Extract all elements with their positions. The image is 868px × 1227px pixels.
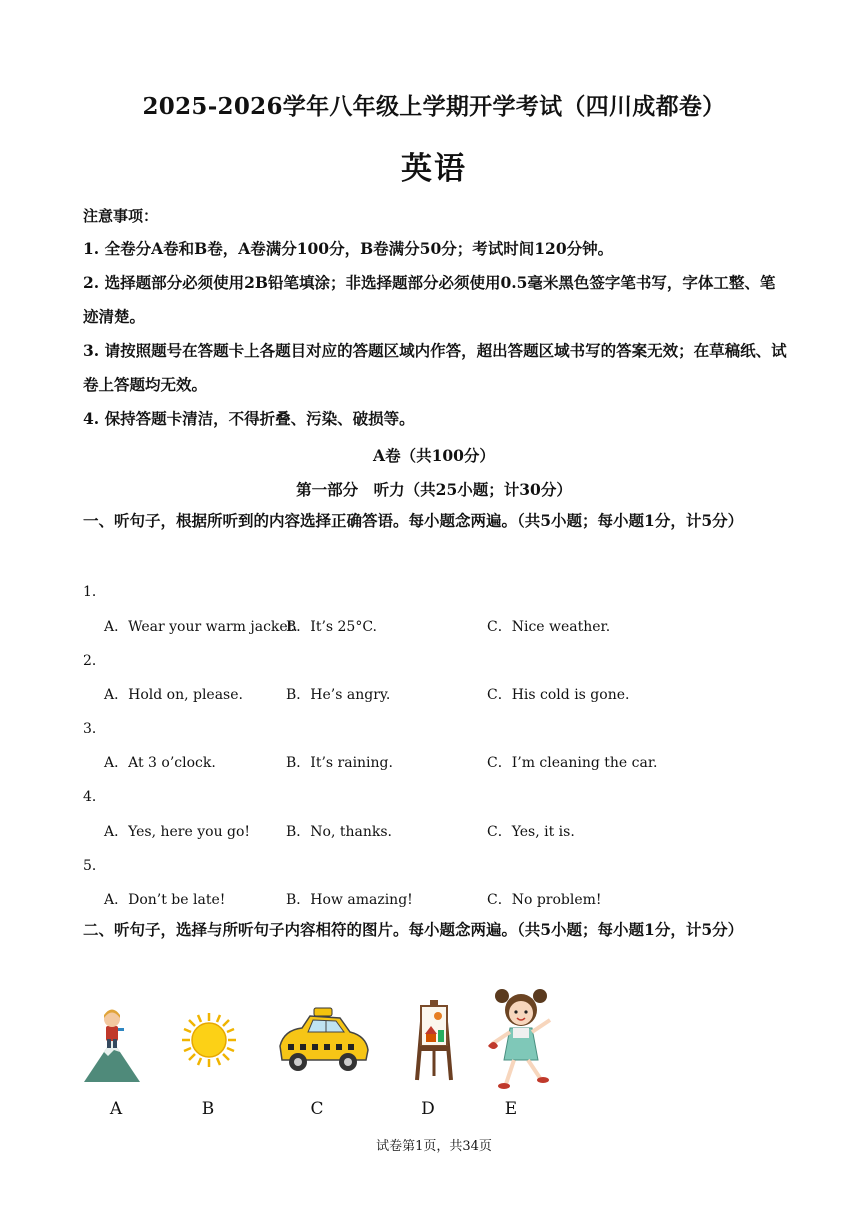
exam-title: 2025-2026学年八年级上学期开学考试（四川成都卷） bbox=[142, 93, 726, 120]
question-number: 3． bbox=[83, 721, 106, 737]
option-c: C．His cold is gone. bbox=[487, 687, 630, 703]
option-b: B．No, thanks. bbox=[286, 824, 392, 840]
dancing-girl-icon bbox=[480, 986, 564, 1092]
option-a: A．Yes, here you go! bbox=[104, 824, 251, 840]
option-b: B．It’s 25°C. bbox=[286, 619, 378, 635]
section-two-heading: 二、听句子，选择与所听句子内容相符的图片。每小题念两遍。（共5小题；每小题1分，计5分） bbox=[83, 920, 744, 939]
picture-letter: E bbox=[504, 1099, 518, 1119]
exam-subject: 英语 bbox=[401, 151, 467, 187]
option-c: C．Yes, it is. bbox=[487, 824, 575, 840]
note-item: 2. 选择题部分必须使用2B铅笔填涂；非选择题部分必须使用0.5毫米黑色签字笔书写，字体工整、笔迹清楚。 bbox=[83, 273, 776, 326]
option-c: C．I’m cleaning the car. bbox=[487, 755, 658, 771]
notes-heading: 注意事项： bbox=[83, 207, 159, 225]
mountain-climber-icon bbox=[82, 1006, 142, 1084]
easel-painting-icon bbox=[413, 1000, 455, 1082]
option-b: B．He’s angry. bbox=[286, 687, 391, 703]
picture-letter: B bbox=[201, 1099, 215, 1119]
note-item: 4. 保持答题卡清洁，不得折叠、污染、破损等。 bbox=[83, 409, 415, 428]
note-item: 1. 全卷分A卷和B卷，A卷满分100分，B卷满分50分；考试时间120分钟。 bbox=[83, 239, 614, 258]
option-b: B．How amazing! bbox=[286, 892, 413, 908]
note-item: 3. 请按照题号在答题卡上各题目对应的答题区域内作答，超出答题区域书写的答案无效；在草稿纸、试卷上答题均无效。 bbox=[83, 341, 787, 394]
section-one-heading: 一、听句子，根据所听到的内容选择正确答语。每小题念两遍。（共5小题；每小题1分，计5分） bbox=[83, 511, 744, 530]
option-a: A．At 3 o’clock. bbox=[104, 755, 216, 771]
option-b: B．It’s raining. bbox=[286, 755, 393, 771]
question-number: 1． bbox=[83, 584, 106, 600]
question-number: 4． bbox=[83, 789, 106, 805]
option-c: C．Nice weather. bbox=[487, 619, 611, 635]
picture-letter: A bbox=[109, 1099, 123, 1119]
picture-letter: C bbox=[310, 1099, 324, 1119]
option-a: A．Hold on, please. bbox=[104, 687, 243, 703]
taxi-icon bbox=[274, 1006, 372, 1076]
option-a: A．Wear your warm jacket. bbox=[104, 619, 298, 635]
option-c: C．No problem! bbox=[487, 892, 602, 908]
sun-icon bbox=[181, 1012, 237, 1068]
option-a: A．Don’t be late! bbox=[104, 892, 226, 908]
picture-letter: D bbox=[421, 1099, 435, 1119]
page-footer: 试卷第1页，共34页 bbox=[376, 1139, 492, 1154]
part-one-heading: 第一部分 听力（共25小题；计30分） bbox=[296, 480, 572, 499]
part-a-heading: A卷（共100分） bbox=[373, 446, 495, 465]
question-number: 5． bbox=[83, 858, 106, 874]
question-number: 2． bbox=[83, 653, 106, 669]
